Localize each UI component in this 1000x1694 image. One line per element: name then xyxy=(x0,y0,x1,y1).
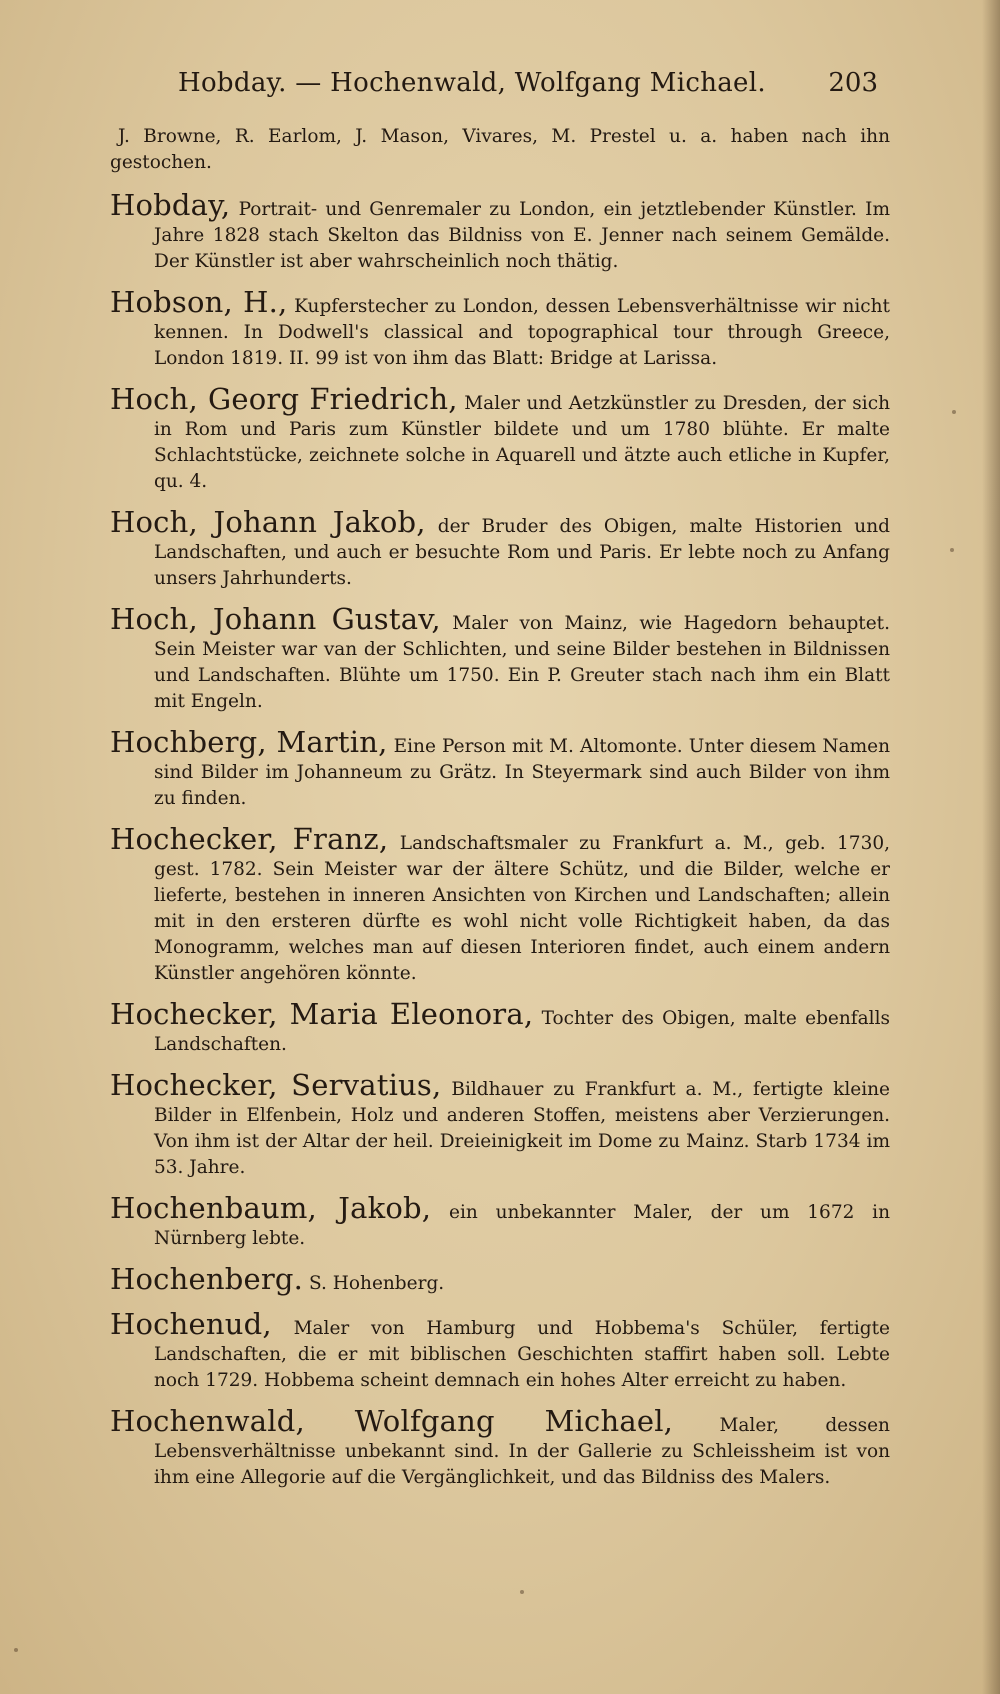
header-title: Hobday. — Hochenwald, Wolfgang Michael. xyxy=(178,68,766,98)
entry-hochecker-franz xyxy=(110,822,890,987)
continuation-text: J. Browne, R. Earlom, J. Mason, Vivares, M. Prestel u. a. haben nach ihn gestochen. xyxy=(110,126,890,173)
entry-hoch-johann-gustav xyxy=(110,602,890,715)
headword: Hochecker, Servatius, xyxy=(110,1068,442,1102)
headword: Hoch, Johann Jakob, xyxy=(110,505,426,539)
entry-hoch-johann-jakob xyxy=(110,505,890,592)
entry-text: S. Hohenberg. xyxy=(308,1273,445,1294)
dictionary-text xyxy=(110,124,890,1505)
entry-text: Maler von Hamburg und Hobbema's Schüler, fertigte Landschaften, die er mit biblischen Geschichten staffirt haben soll. Lebte noch 1729. Hobbema scheint demnach ein hohes Alter erreicht zu haben. xyxy=(154,1318,890,1391)
paper-speck xyxy=(14,1648,18,1652)
entry-text: ein unbekannter Maler, der um 1672 in Nürnberg lebte. xyxy=(154,1202,890,1249)
entry-text: Portrait- und Genremaler zu London, ein jetztlebender Künstler. Im Jahre 1828 stach Skelton das Bildniss von E. Jenner nach seinem Gemälde. Der Künstler ist aber wahrscheinlich noch thätig. xyxy=(154,199,890,272)
entry-text: Tochter des Obigen, malte ebenfalls Landschaften. xyxy=(154,1008,890,1055)
headword: Hochenbaum, Jakob, xyxy=(110,1191,432,1225)
entry-hochberg-martin xyxy=(110,725,890,812)
entry-hoch-georg-friedrich xyxy=(110,382,890,495)
headword: Hochecker, Franz, xyxy=(110,822,389,856)
entry-text: Kupferstecher zu London, dessen Lebensverhältnisse wir nicht kennen. In Dodwell's classical and topographical tour through Greece, London 1819. II. 99 ist von ihm das Blatt: Bridge at Larissa. xyxy=(154,296,890,369)
running-header xyxy=(178,68,878,108)
headword: Hobson, H., xyxy=(110,285,288,319)
headword: Hochenwald, Wolfgang Michael, xyxy=(110,1404,674,1438)
entry-hochenberg xyxy=(110,1262,890,1297)
entry-hochecker-maria-eleonora xyxy=(110,997,890,1058)
headword: Hochberg, Martin, xyxy=(110,725,388,759)
headword: Hoch, Johann Gustav, xyxy=(110,602,441,636)
entry-text: Maler, dessen Lebensverhältnisse unbekannt sind. In der Gallerie zu Schleissheim ist von ihm eine Allegorie auf die Vergänglichkeit, und das Bildniss des Malers. xyxy=(154,1415,890,1488)
entry-text: Bildhauer zu Frankfurt a. M., fertigte kleine Bilder in Elfenbein, Holz und anderen Stoffen, meistens aber Verzierungen. Von ihm ist der Altar der heil. Dreieinigkeit im Dome zu Mainz. Starb 1734 im 53. Jahre. xyxy=(154,1079,890,1178)
entry-text: Landschaftsmaler zu Frankfurt a. M., geb. 1730, gest. 1782. Sein Meister war der ältere Schütz, und die Bilder, welche er lieferte, bestehen in inneren Ansichten von Kirchen und Landschaften; allein mit in den ersteren dürfte es wohl nicht volle Richtigkeit haben, da das Monogramm, welches man auf diesen Interioren findet, auch einem andern Künstler angehören könnte. xyxy=(154,833,890,984)
entry-hochenwald-wolfgang-michael xyxy=(110,1404,890,1491)
entry-text: der Bruder des Obigen, malte Historien und Landschaften, und auch er besuchte Rom und Paris. Er lebte noch zu Anfang unsers Jahrhunderts. xyxy=(154,516,890,589)
paper-speck xyxy=(950,548,954,552)
headword: Hoch, Georg Friedrich, xyxy=(110,382,458,416)
entry-text: Maler und Aetzkünstler zu Dresden, der sich in Rom und Paris zum Künstler bildete und um 1780 blühte. Er malte Schlachtstücke, zeichnete solche in Aquarell und ätzte auch etliche in Kupfer, qu. 4. xyxy=(154,393,890,492)
entry-text: Eine Person mit M. Altomonte. Unter diesem Namen sind Bilder im Johanneum zu Grätz. In Steyermark sind auch Bilder von ihm zu finden. xyxy=(154,736,890,809)
entry-hobday xyxy=(110,188,890,275)
headword: Hobday, xyxy=(110,188,231,222)
headword: Hochenud, xyxy=(110,1307,272,1341)
entry-hobson xyxy=(110,285,890,372)
headword: Hochenberg. xyxy=(110,1262,304,1296)
page-spine-shadow xyxy=(982,0,1000,1694)
paper-speck xyxy=(520,1590,524,1594)
headword: Hochecker, Maria Eleonora, xyxy=(110,997,534,1031)
paper-speck xyxy=(952,410,956,414)
page-number: 203 xyxy=(828,68,878,98)
entry-hochenbaum-jakob xyxy=(110,1191,890,1252)
entry-hochecker-servatius xyxy=(110,1068,890,1181)
entry-hochenud xyxy=(110,1307,890,1394)
entry-text: Maler von Mainz, wie Hagedorn behauptet. Sein Meister war van der Schlichten, und seine Bilder bestehen in Bildnissen und Landschaften. Blühte um 1750. Ein P. Greuter stach nach ihm ein Blatt mit Engeln. xyxy=(154,613,890,712)
